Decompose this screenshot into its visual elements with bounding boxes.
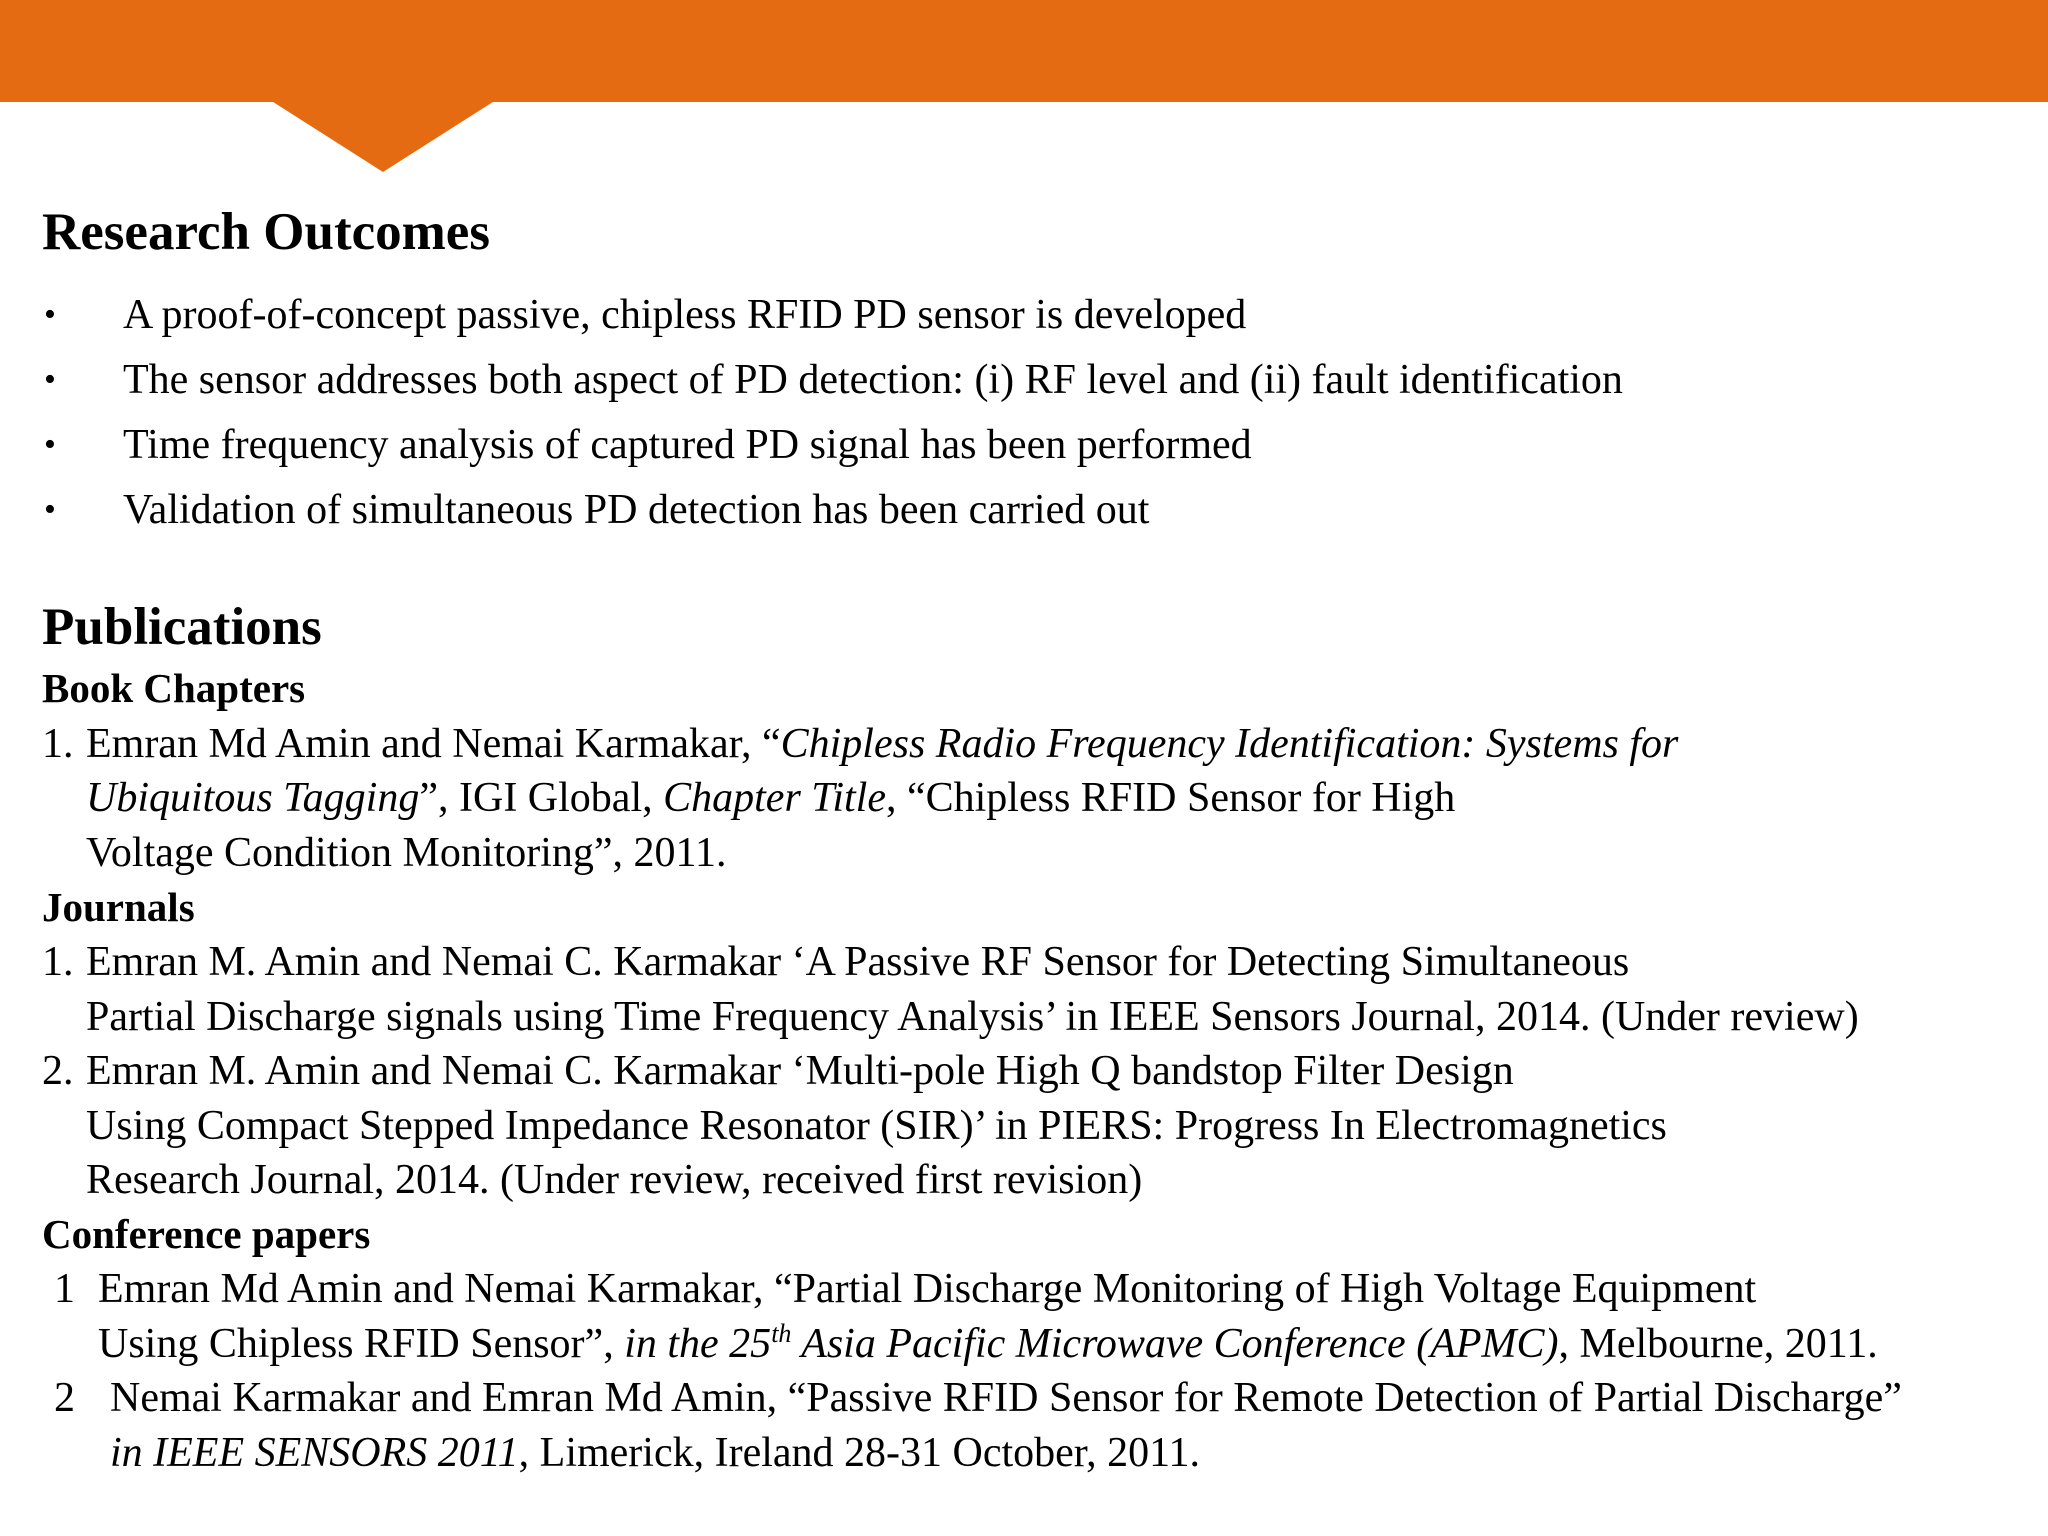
bullet-icon: • <box>44 361 56 398</box>
book-chapters-heading: Book Chapters <box>42 665 306 711</box>
bullet-icon: • <box>44 426 56 463</box>
journals-heading: Journals <box>42 884 195 930</box>
conference-line: Using Chipless RFID Sensor”, in the 25th Asia Pacific Microwave Conference (APMC), Melbourne, 2011. <box>98 1319 1878 1367</box>
publications-title: Publications <box>42 598 322 656</box>
bullet-icon: • <box>44 491 56 528</box>
journal-line: Emran M. Amin and Nemai C. Karmakar ‘A Passive RF Sensor for Detecting Simultaneous <box>86 939 1630 985</box>
outcome-item: Time frequency analysis of captured PD signal has been performed <box>123 422 1252 468</box>
journal-number: 1. <box>42 939 74 985</box>
conference-number: 2 <box>54 1375 75 1421</box>
outcome-item: Validation of simultaneous PD detection has been carried out <box>123 487 1150 533</box>
bullet-icon: • <box>44 296 56 333</box>
outcome-item: The sensor addresses both aspect of PD detection: (i) RF level and (ii) fault identification <box>123 357 1623 403</box>
book-chapter-line: Emran Md Amin and Nemai Karmakar, “Chipless Radio Frequency Identification: Systems for <box>86 721 1679 767</box>
conference-heading: Conference papers <box>42 1211 371 1257</box>
conference-number: 1 <box>54 1266 75 1312</box>
research-outcomes-title: Research Outcomes <box>42 203 490 261</box>
header-banner <box>0 0 2048 102</box>
outcome-item: A proof-of-concept passive, chipless RFID PD sensor is developed <box>123 292 1247 338</box>
conference-line: in IEEE SENSORS 2011, Limerick, Ireland 28-31 October, 2011. <box>110 1430 1201 1476</box>
book-chapter-number: 1. <box>42 721 74 767</box>
journal-line: Using Compact Stepped Impedance Resonator (SIR)’ in PIERS: Progress In Electromagnetics <box>86 1103 1667 1149</box>
journal-number: 2. <box>42 1048 74 1094</box>
book-chapter-line: Ubiquitous Tagging”, IGI Global, Chapter Title, “Chipless RFID Sensor for High <box>86 775 1456 821</box>
journal-line: Emran M. Amin and Nemai C. Karmakar ‘Multi-pole High Q bandstop Filter Design <box>86 1048 1514 1094</box>
conference-line: Emran Md Amin and Nemai Karmakar, “Partial Discharge Monitoring of High Voltage Equipment <box>98 1266 1757 1312</box>
journal-line: Research Journal, 2014. (Under review, received first revision) <box>86 1157 1143 1203</box>
book-chapter-line: Voltage Condition Monitoring”, 2011. <box>86 830 727 876</box>
journal-line: Partial Discharge signals using Time Frequency Analysis’ in IEEE Sensors Journal, 2014. (Under review) <box>86 994 1859 1040</box>
banner-notch <box>270 100 496 172</box>
conference-line: Nemai Karmakar and Emran Md Amin, “Passive RFID Sensor for Remote Detection of Partial Discharge” <box>110 1375 1902 1421</box>
